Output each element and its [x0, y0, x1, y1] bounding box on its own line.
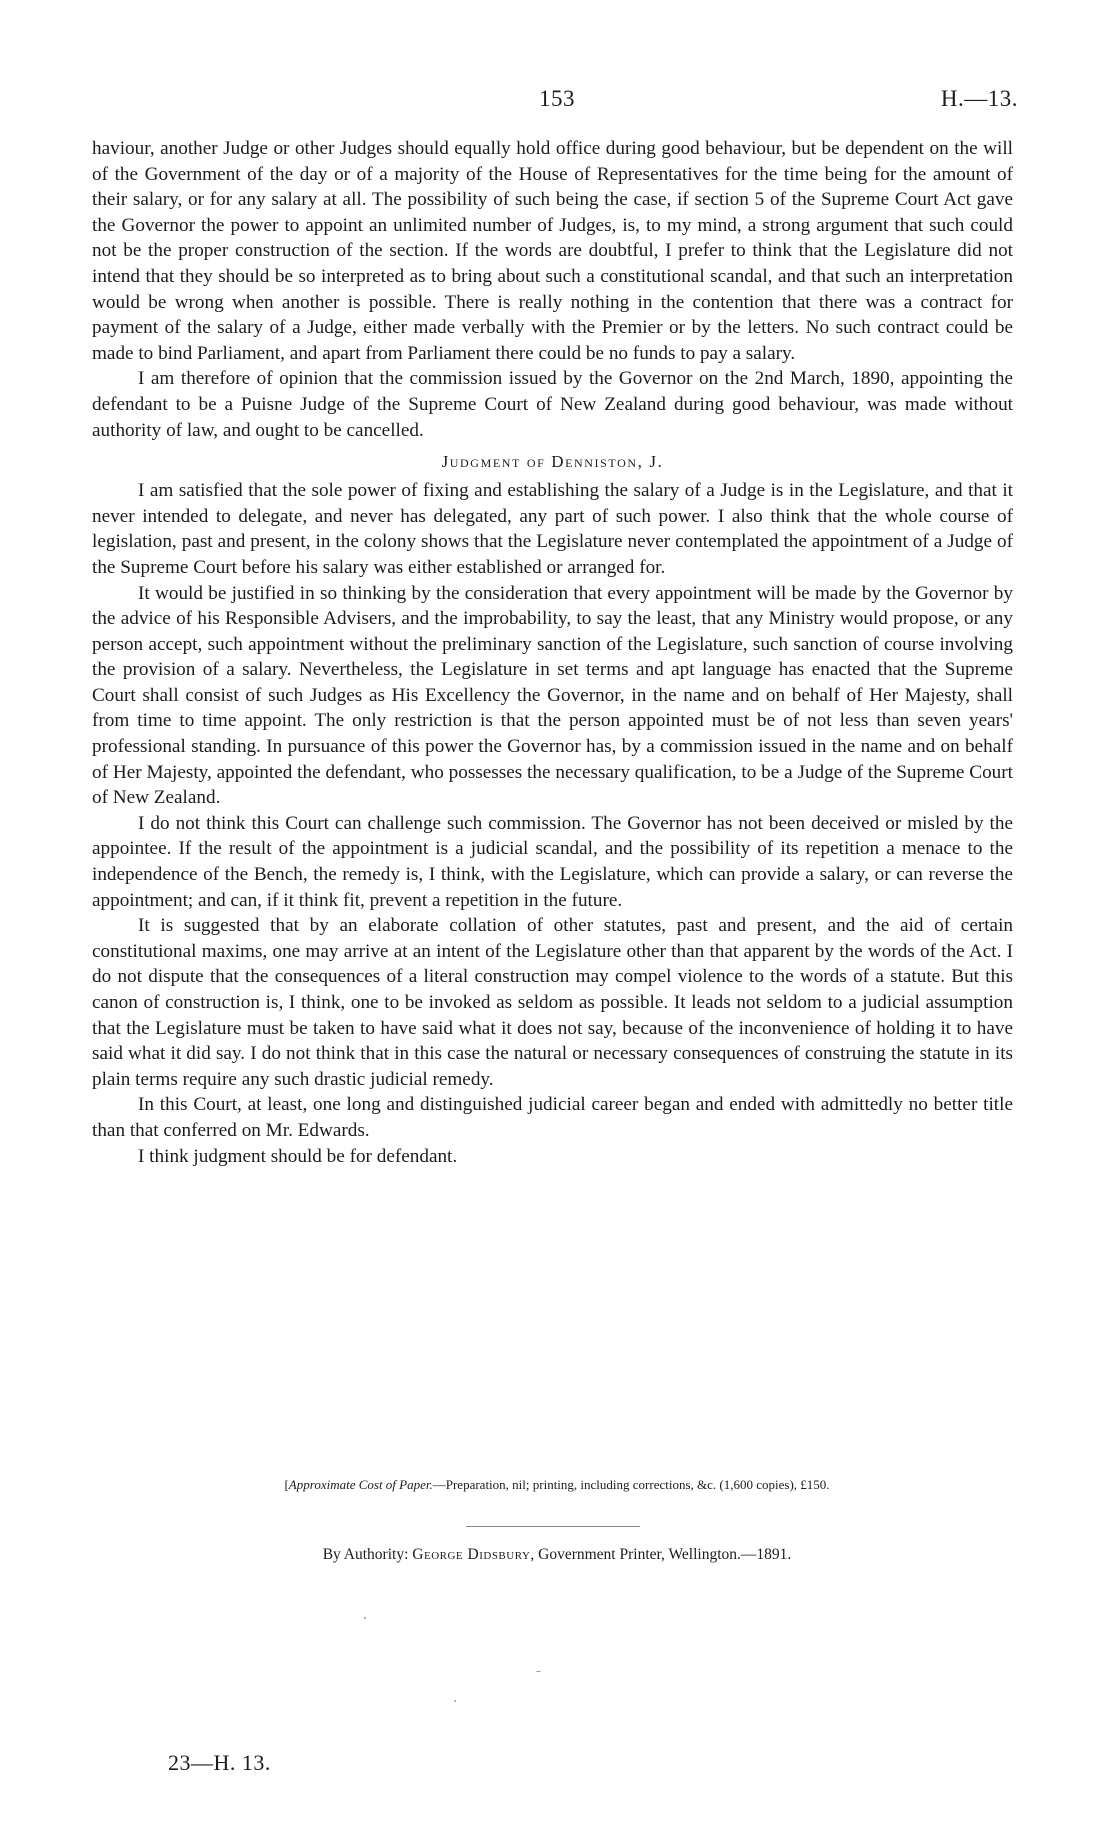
paper-speck	[454, 1700, 456, 1702]
paper-speck	[536, 1671, 541, 1672]
opinion-paragraph: I am therefore of opinion that the commission issued by the Governor on the 2nd March, 1890, appointing the defendant to be a Puisne Judge of the Supreme Court of New Zealand during good behaviour, was made without authority of law, and ought to be cancelled.	[92, 368, 1013, 441]
cost-note	[0, 1477, 1114, 1493]
printer-name: George Didsbury	[412, 1546, 531, 1563]
judgment-paragraph: It would be justified in so thinking by the consideration that every appointment will be made by the Governor by the advice of his Responsible Advisers, and the improbability, to say the least, that any Ministry would propose, or any person accept, such appointment without the preliminary sanction of the Legislature, such sanction of course involving the provision of a salary. Nevertheless, the Legislature in set terms and apt language has enacted that the Supreme Court shall consist of such Judges as His Excellency the Governor, in the name and on behalf of Her Majesty, shall from time to time appoint. The only restriction is that the person appointed must be of not less than seven years' professional standing. In pursuance of this power the Governor has, by a commission issued in the name and on behalf of Her Majesty, appointed the defendant, who possesses the necessary qualification, to be a Judge of the Supreme Court of New Zealand.	[92, 582, 1013, 809]
judgment-paragraph: It is suggested that by an elaborate collation of other statutes, past and present, and the aid of certain constitutional maxims, one may arrive at an intent of the Legislature other than that apparent by the words of the Act. I do not dispute that the consequences of a literal construction may compel violence to the words of a statute. But this canon of construction is, I think, one to be invoked as seldom as possible. It leads not seldom to a judicial assumption that the Legislature must be taken to have said what it does not say, because of the inconvenience of holding it to have said what it did say. I do not think that in this case the natural or necessary consequences of construing the statute in its plain terms require any such drastic judicial remedy.	[92, 915, 1013, 1090]
continuation-paragraph: haviour, another Judge or other Judges should equally hold office during good behaviour, but be dependent on the will of the Government of the day or of a majority of the House of Representatives for the time being for the amount of their salary, or for any salary at all. The possibility of such being the case, if section 5 of the Supreme Court Act gave the Governor the power to appoint an unlimited number of Judges, is, to my mind, a strong argument that such could not be the proper construction of the section. If the words are doubtful, I prefer to think that the Legislature did not intend that they should be so interpreted as to bring about such a constitutional scandal, and that such an interpretation would be wrong when another is possible. There is really nothing in the contention that there was a contract for payment of the salary of a Judge, either made verbally with the Premier or by the letters. No such contract could be made to bind Parliament, and apart from Parliament there could be no funds to pay a salary.	[92, 138, 1013, 364]
body-text	[92, 136, 1013, 1169]
separator-rule	[466, 1526, 640, 1527]
judgment-paragraph: I do not think this Court can challenge such commission. The Governor has not been deceived or misled by the appointee. If the result of the appointment is a judicial scandal, and the possibility of its repetition a menace to the independence of the Bench, the remedy is, I think, with the Legislature, which can provide a salary, or can reverse the appointment; and can, if it think fit, prevent a repetition in the future.	[92, 812, 1013, 911]
cost-note-label: Approximate Cost of Paper.	[288, 1477, 433, 1492]
section-heading: Judgment of Denniston, J.	[441, 452, 664, 472]
signature-mark: 23—H. 13.	[168, 1750, 271, 1775]
printer-imprint	[0, 1545, 1114, 1565]
cost-note-bracket: [	[284, 1477, 289, 1492]
paper-speck	[364, 1617, 366, 1619]
judgment-paragraph: In this Court, at least, one long and distinguished judicial career began and ended with admittedly no better title than that conferred on Mr. Edwards.	[92, 1094, 1013, 1141]
imprint-prefix: By Authority:	[322, 1546, 413, 1563]
judgment-paragraph: I am satisfied that the sole power of fixing and establishing the salary of a Judge is in the Legislature, and that it never intended to delegate, and never has delegated, any part of such power. I also think that the whole course of legislation, past and present, in the colony shows that the Legislature never contemplated the appointment of a Judge of the Supreme Court before his salary was either established or arranged for.	[92, 480, 1013, 578]
imprint-suffix: , Government Printer, Wellington.—1891.	[530, 1546, 792, 1563]
document-reference: H.—13.	[940, 86, 1018, 111]
cost-note-text: —Preparation, nil; printing, including corrections, &c. (1,600 copies), £150.	[432, 1477, 830, 1492]
judgment-conclusion: I think judgment should be for defendant.	[138, 1145, 458, 1167]
page-number: 153	[539, 86, 575, 111]
